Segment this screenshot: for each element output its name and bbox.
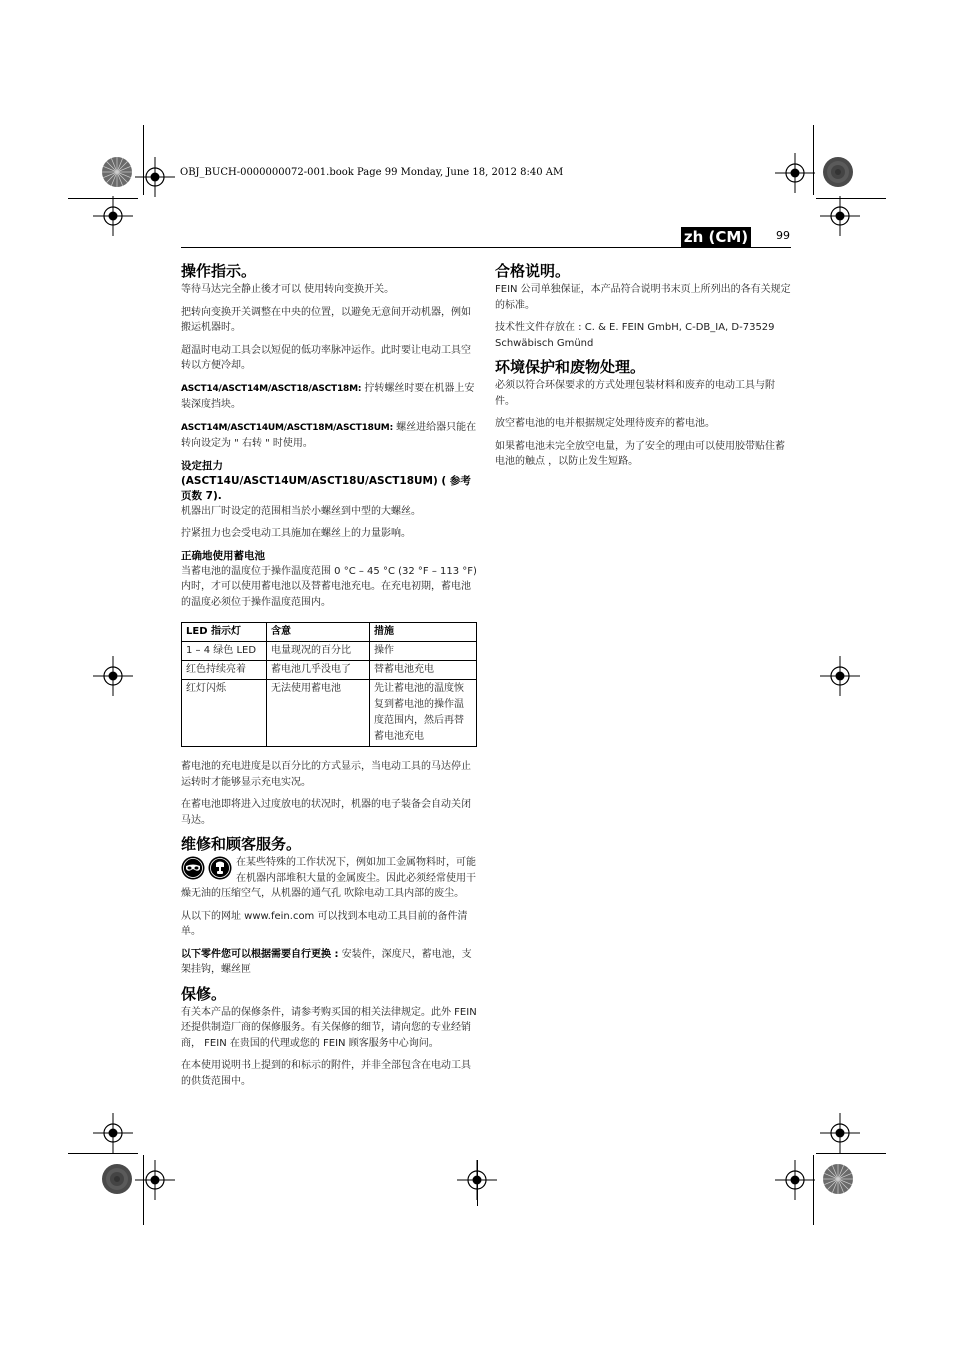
paragraph: 必须以符合环保要求的方式处理包装材料和废弃的电动工具与附件。 [495, 380, 775, 407]
crop-line [477, 1160, 478, 1206]
model-list: ASCT14/ASCT14M/ASCT18/ASCT18M: [181, 383, 362, 394]
paragraph: 在蓄电池即将进入过度放电的状况时，机器的电子装备会自动关闭马达。 [181, 799, 471, 826]
crop-line [813, 1155, 814, 1225]
safety-icons [181, 856, 232, 880]
crop-line [68, 198, 138, 199]
page-number: 99 [776, 229, 790, 242]
section-title-warranty: 保修。 [181, 984, 227, 1003]
table-header-cell: LED 指示灯 [182, 623, 267, 642]
table-cell: 替蓄电池充电 [370, 661, 477, 680]
paragraph: FEIN 公司单独保证，本产品符合说明书末页上所列出的各有关规定的标准。 [495, 284, 791, 311]
table-cell: 无法使用蓄电池 [267, 680, 370, 747]
paragraph: 技术性文件存放在 : C. & E. FEIN GmbH, C-DB_IA, D-73529 Schwäbisch Gmünd [495, 322, 775, 349]
subheading-battery: 正确地使用蓄电池 [181, 549, 265, 562]
paragraph: 当蓄电池的温度位于操作温度范围 0 °C – 45 °C (32 °F – 113 °F) 内时，才可以使用蓄电池以及替蓄电池充电。在充电初期，蓄电池的温度必须位于操作温度范围内。 [181, 565, 477, 608]
paragraph: 等待马达完全静止後才可以 使用转向变换开关。 [181, 284, 395, 295]
registration-mark-mid-right [820, 656, 860, 696]
bold-lead: 以下零件您可以根据需要自行更换 : [181, 948, 339, 960]
paragraph [181, 420, 477, 452]
paragraph: 从以下的网址 www.fein.com 可以找到本电动工具目前的备件清单。 [181, 910, 468, 937]
crop-line [816, 198, 886, 199]
registration-mark-upper-left [93, 196, 133, 236]
gray-balance-dial-bottom-left [101, 1163, 133, 1195]
subheading-torque: 设定扭力 (ASCT14U/ASCT14UM/ASCT18U/ASCT18UM) ( 参考页数 7). [181, 459, 471, 502]
table-row [182, 642, 477, 661]
table-header-cell: 含意 [267, 623, 370, 642]
table-cell: 先让蓄电池的温度恢复到蓄电池的操作温度范围内，然后再替蓄电池充电 [370, 680, 477, 747]
paragraph: 把转向变换开关调整在中央的位置，以避免无意间开动机器，例如搬运机器时。 [181, 306, 471, 333]
prepress-file-info: OBJ_BUCH-0000000072-001.book Page 99 Monday, June 18, 2012 8:40 AM [180, 167, 564, 178]
table-cell: 红灯闪烁 [182, 680, 267, 747]
section-title-operation: 操作指示。 [181, 262, 257, 280]
registration-mark-bottom-left [135, 1160, 175, 1200]
crop-line [816, 1153, 886, 1154]
registration-mark-top-left [135, 157, 175, 197]
registration-mark-lower-right [820, 1113, 860, 1153]
paragraph: 机器出厂时设定的范围相当於小螺丝到中型的大螺丝。 [181, 505, 421, 517]
safety-goggles-icon [181, 856, 205, 880]
header-rule [181, 247, 791, 248]
paragraph [181, 947, 477, 978]
table-row [182, 680, 477, 747]
section-title-conformity: 合格说明。 [495, 262, 571, 280]
crop-line [813, 125, 814, 195]
paragraph-text: 安装件，深度尺，蓄电池，支架挂钩，螺丝匣 [181, 948, 472, 975]
table-cell: 红色持续亮着 [182, 661, 267, 680]
crop-line [143, 1155, 144, 1225]
crop-line [143, 125, 144, 195]
paragraph: 超温时电动工具会以短促的低功率脉冲运作。此时要让电动工具空转以方便冷却。 [181, 344, 471, 371]
paragraph [181, 855, 477, 902]
table-cell: 蓄电池几乎没电了 [267, 661, 370, 680]
paragraph: 蓄电池的充电进度是以百分比的方式显示，当电动工具的马达停止运转时才能够显示充电实况。 [181, 761, 471, 788]
registration-mark-bottom-right [775, 1160, 815, 1200]
led-indicator-table [181, 622, 477, 747]
paragraph: 拧紧扭力也会受电动工具施加在螺丝上的力量影响。 [181, 528, 411, 539]
table-cell: 操作 [370, 642, 477, 661]
registration-mark-lower-left [93, 1113, 133, 1153]
model-list: ASCT14M/ASCT14UM/ASCT18M/ASCT18UM: [181, 422, 393, 433]
table-row [182, 661, 477, 680]
language-badge: zh (CM) [681, 227, 751, 247]
paragraph: 有关本产品的保修条件，请参考购买国的相关法律规定。此外 FEIN 还提供制造厂商的保修服务。有关保修的细节，请向您的专业经销商， FEIN 在贵国的代理或您的 FEIN 顾客服务中心询问。 [181, 1006, 477, 1049]
table-cell: 1 – 4 绿色 LED [182, 642, 267, 661]
paragraph-text: 螺丝进给器只能在转向设定为 " 右转 " 时使用。 [181, 421, 477, 449]
paragraph: 如果蓄电池未完全放空电量，为了安全的理由可以使用胶带贴住蓄电池的触点 ，以防止发生短路。 [495, 440, 785, 467]
gray-balance-dial-top-right [822, 156, 854, 188]
table-header-cell: 措施 [370, 623, 477, 642]
table-header-row [182, 623, 477, 642]
gray-balance-dial-top-left [101, 156, 133, 188]
paragraph-text: 拧转螺丝时要在机器上安装深度挡块。 [181, 382, 475, 410]
crop-line [68, 1153, 138, 1154]
gray-balance-dial-bottom-right [822, 1163, 854, 1195]
registration-mark-upper-right [820, 196, 860, 236]
table-cell: 电量现况的百分比 [267, 642, 370, 661]
right-column [495, 262, 791, 477]
registration-mark-top-right [775, 153, 815, 193]
left-column [181, 262, 477, 1096]
registration-mark-mid-left [93, 656, 133, 696]
section-title-maintenance: 维修和顾客服务。 [181, 835, 302, 853]
paragraph-text: 在某些特殊的工作状况下，例如加工金属物料时，可能在机器内部堆积大量的金属废尘。因此必须经常使用干燥无油的压缩空气，从机器的通气孔 吹除电动工具内部的废尘。 [181, 857, 476, 899]
paragraph [181, 381, 477, 413]
respirator-mask-icon [208, 856, 232, 880]
section-title-environment: 环境保护和废物处理。 [495, 358, 646, 376]
paragraph: 在本使用说明书上提到的和标示的附件，并非全部包含在电动工具的供货范围中。 [181, 1060, 471, 1087]
paragraph: 放空蓄电池的电并根据规定处理待废弃的蓄电池。 [495, 418, 715, 429]
